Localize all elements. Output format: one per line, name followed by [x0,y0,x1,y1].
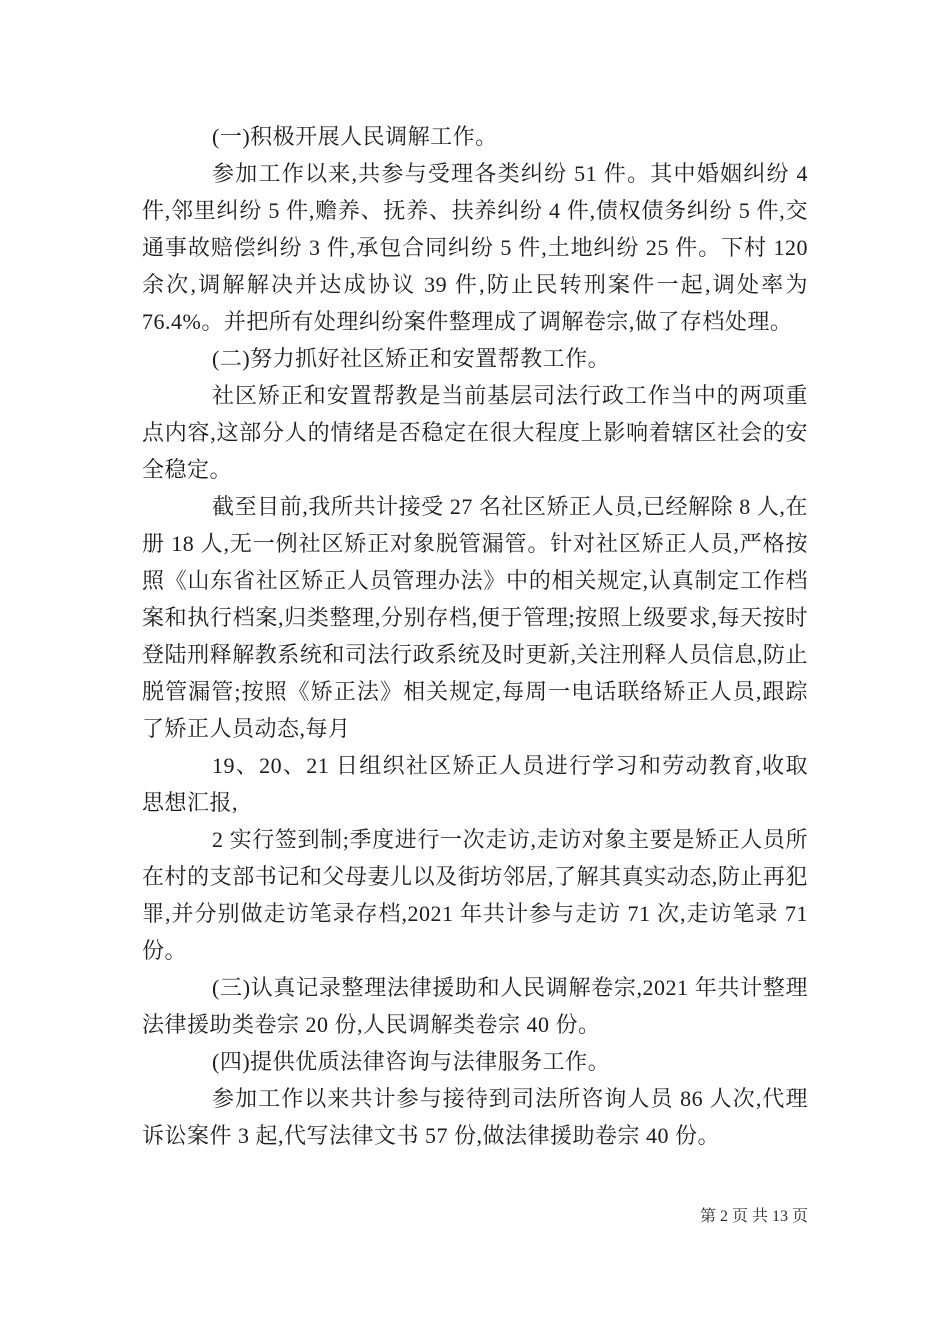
paragraph: 参加工作以来共计参与接待到司法所咨询人员 86 人次,代理诉讼案件 3 起,代写法律文书 57 份,做法律援助卷宗 40 份。 [142,1086,808,1148]
page-number: 第 2 页 共 13 页 [699,1208,808,1225]
document-body [142,118,808,1154]
paragraph: 2 实行签到制;季度进行一次走访,走访对象主要是矫正人员所在村的支部书记和父母妻儿以及街坊邻居,了解其真实动态,防止再犯罪,并分别做走访笔录存档,2021 年共计参与走访 71 次,走访笔录 71 份。 [142,827,808,963]
paragraph: (二)努力抓好社区矫正和安置帮教工作。 [212,346,611,371]
paragraph: 社区矫正和安置帮教是当前基层司法行政工作当中的两项重点内容,这部分人的情绪是否稳定在很大程度上影响着辖区社会的安全稳定。 [142,383,808,482]
paragraph: 参加工作以来,共参与受理各类纠纷 51 件。其中婚姻纠纷 4 件,邻里纠纷 5 件,赡养、抚养、扶养纠纷 4 件,债权债务纠纷 5 件,交通事故赔偿纠纷 3 件,承包合同纠纷 5 件,土地纠纷 25 件。下村 120 余次,调解解决并达成协议 39 件,防止民转刑案件一起,调处率为 76.4%。并把所有处理纠纷案件整理成了调解卷宗,做了存档处理。 [142,161,808,334]
paragraph: 截至目前,我所共计接受 27 名社区矫正人员,已经解除 8 人,在册 18 人,无一例社区矫正对象脱管漏管。针对社区矫正人员,严格按照《山东省社区矫正人员管理办法》中的相关规定,认真制定工作档案和执行档案,归类整理,分别存档,便于管理;按照上级要求,每天按时登陆刑释解教系统和司法行政系统及时更新,关注刑释人员信息,防止脱管漏管;按照《矫正法》相关规定,每周一电话联络矫正人员,跟踪了矫正人员动态,每月 [142,494,808,741]
paragraph: (三)认真记录整理法律援助和人民调解卷宗,2021 年共计整理法律援助类卷宗 20 份,人民调解类卷宗 40 份。 [142,975,808,1037]
paragraph: 19、20、21 日组织社区矫正人员进行学习和劳动教育,收取思想汇报, [142,753,808,815]
paragraph: (一)积极开展人民调解工作。 [212,124,498,149]
paragraph: (四)提供优质法律咨询与法律服务工作。 [212,1049,611,1074]
